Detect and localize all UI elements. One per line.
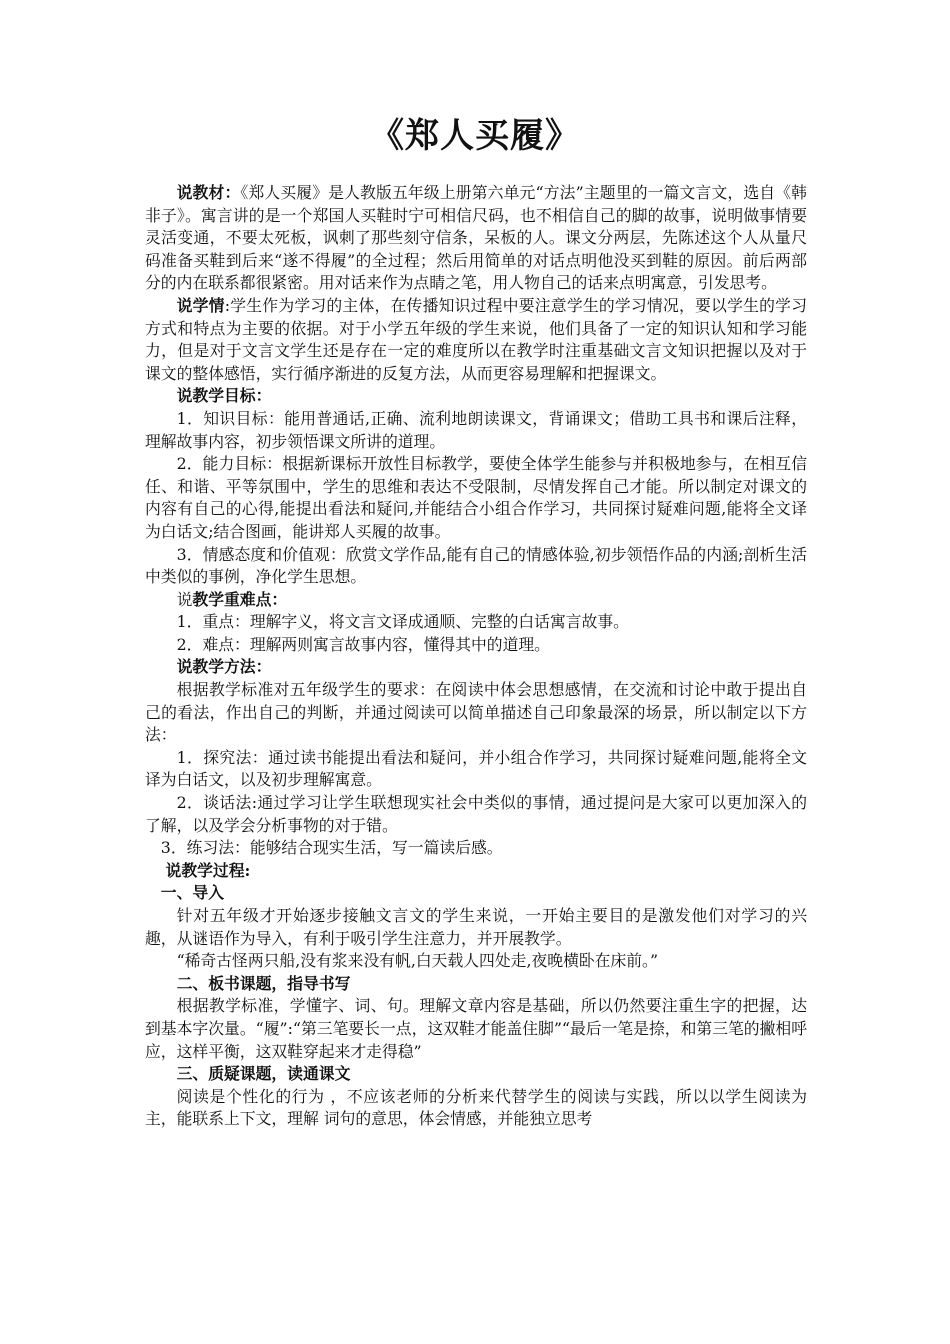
teaching-material-paragraph (145, 182, 807, 295)
document-body (145, 182, 807, 1131)
section1-heading: 一、导入 (160, 883, 224, 903)
section2-heading: 二、板书课题，指导书写 (176, 973, 351, 993)
method-item-1: 1．探究法：通过读书能提出看法和疑问，并小组合作学习，共同探讨疑难问题,能将全文译为白话文，以及初步理解寓意。 (145, 747, 807, 790)
teaching-material-label: 说教材： (176, 183, 241, 202)
teaching-material-text: 《郑人买履》是人教版五年级上册第六单元“方法”主题里的一篇文言文，选自《韩非子》。寓言讲的是一个郑国人买鞋时宁可相信尺码，也不相信自己的脚的故事，说明做事情要灵活变通，不要太死板，讽刺了那些刻守信条，呆板的人。课文分两层，先陈述这个人从量尺码准备买鞋到后来“遂不得履”的全过程；然后用简单的对话点明他没买到鞋的原因。前后两部分的内在联系都很紧密。用对话来作为点睛之笔，用人物自己的话来点明寓意，引发思考。 (145, 183, 807, 293)
student-situation-paragraph (145, 295, 807, 385)
section1-paragraph-2: “稀奇古怪两只船,没有浆来没有帆,白天载人四处走,夜晚横卧在床前。” (176, 951, 659, 971)
key-points-heading-bold: 教学重难点： (192, 589, 288, 609)
key-point-item-2: 2．难点：理解两则寓言故事内容，懂得其中的道理。 (176, 634, 550, 654)
goals-heading: 说教学目标： (176, 386, 272, 406)
methods-intro: 根据教学标准对五年级学生的要求：在阅读中体会思想感情，在交流和讨论中敢于提出自己的看法，作出自己的判断，并通过阅读可以简单描述自己印象最深的场景，所以制定以下方法： (145, 680, 807, 745)
section2-paragraph-1: 根据教学标准，学懂字、词、句。理解文章内容是基础，所以仍然要注重生字的把握，达到基本字次量。“履”:“第三笔要长一点，这双鞋才能盖住脚”“最后一笔是捺，和第三笔的撇相呼应，这样平衡，这双鞋穿起来才走得稳” (145, 996, 807, 1061)
student-situation-text: :学生作为学习的主体，在传播知识过程中要注意学生的学习情况，要以学生的学习方式和特点为主要的依据。对于小学五年级的学生来说，他们具备了一定的知识认知和学习能力，但是对于文言文学生还是存在一定的难度所以在教学时注重基础文言文知识把握以及对于课文的整体感悟，实行循序渐进的反复方法，从而更容易理解和把握课文。 (145, 295, 807, 383)
goal-item-1: 1．知识目标：能用普通话,正确、流利地朗读课文，背诵课文；借助工具书和课后注释，理解故事内容，初步领悟课文所讲的道理。 (145, 408, 807, 451)
goal-item-3: 3．情感态度和价值观：欣赏文学作品,能有自己的情感体验,初步领悟作品的内涵;剖析生活中类似的事例，净化学生思想。 (145, 544, 807, 587)
section1-paragraph-1: 针对五年级才开始逐步接触文言文的学生来说，一开始主要目的是激发他们对学习的兴趣，从谜语作为导入，有利于吸引学生注意力，并开展教学。 (145, 906, 807, 948)
key-points-heading (145, 589, 807, 612)
method-item-3: 3．练习法：能够结合现实生活，写一篇读后感。 (160, 838, 503, 858)
student-situation-label: 说学情 (176, 295, 225, 315)
method-item-2: 2．谈话法:通过学习让学生联想现实社会中类似的事情，通过提问是大家可以更加深入的了解，以及学会分析事物的对于错。 (145, 793, 807, 835)
process-heading: 说教学过程: (165, 860, 251, 880)
methods-heading: 说教学方法： (176, 657, 272, 677)
key-point-item-1: 1．重点：理解字义，将文言文译成通顺、完整的白话寓言故事。 (176, 612, 629, 632)
goal-item-2: 2．能力目标：根据新课标开放性目标教学，要使全体学生能参与并积极地参与，在相互信任、和谐、平等氛围中，学生的思维和表达不受限制，尽情发挥自己才能。所以制定对课文的内容有自己的心得,能提出看法和疑问,并能结合小组合作学习，共同探讨疑难问题,能将全文译为白话文;结合图画，能讲郑人买履的故事。 (145, 454, 807, 541)
document-title: 《郑人买履》 (370, 116, 580, 156)
key-points-heading-prefix: 说 (176, 589, 193, 609)
section3-heading: 三、质疑课题，读通课文 (176, 1064, 351, 1084)
section3-paragraph-1: 阅读是个性化的行为 ，不应该老师的分析来代替学生的阅读与实践，所以以学生阅读为主，能联系上下文，理解 词句的意思，体会情感，并能独立思考 (145, 1086, 807, 1129)
